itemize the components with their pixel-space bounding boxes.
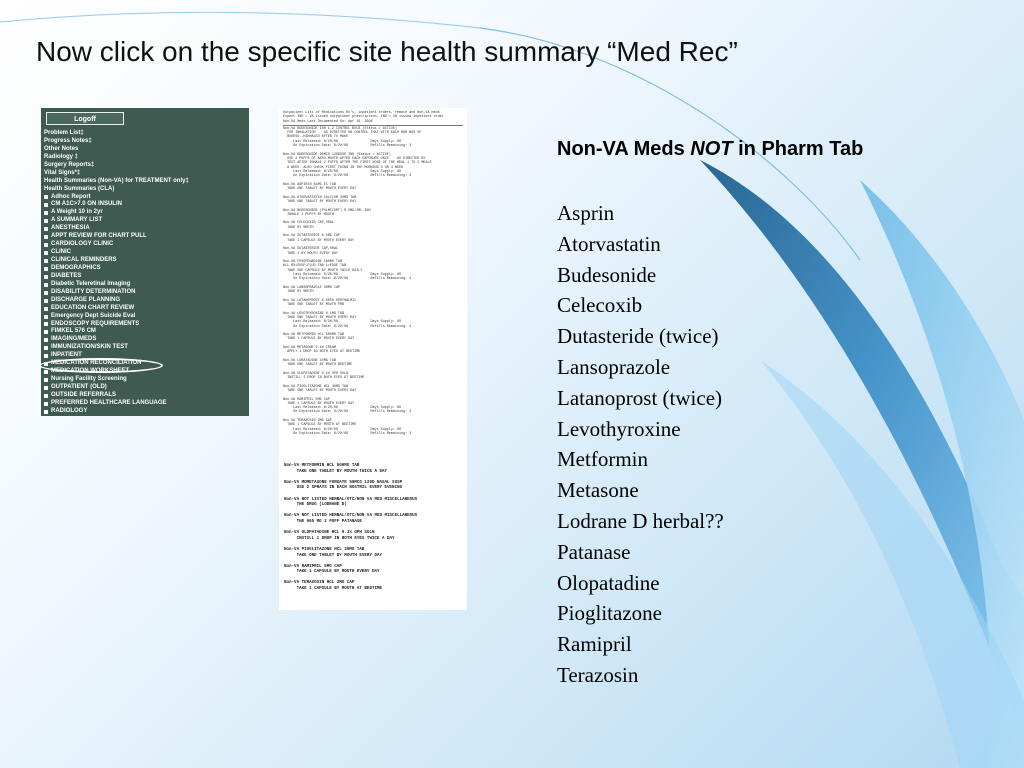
- menu-item-label: IMAGING/MEDS: [51, 336, 97, 343]
- bullet-square-icon: [44, 195, 48, 199]
- non-va-list-title: [557, 138, 863, 161]
- menu-item-label: MEDICATION WORKSHEET: [51, 368, 130, 375]
- med-list-item: Asprin: [557, 201, 615, 225]
- menu-item[interactable]: [44, 376, 246, 384]
- menu-item-label: CARDIOLOGY CLINIC: [51, 241, 114, 248]
- bullet-square-icon: [44, 299, 48, 303]
- bullet-square-icon: [44, 307, 48, 311]
- bullet-square-icon: [44, 267, 48, 271]
- printout-line: Non-VA LORATADINE 10MG TAB: [283, 358, 336, 363]
- med-list-item: Celecoxib: [557, 293, 643, 318]
- menu-item[interactable]: [44, 305, 246, 313]
- printout-line: TAKE ONE TABLET BY MOUTH EVERY DAY: [283, 199, 357, 204]
- printout-line: TAKE ONE TABLET BY MOUTH EVERY DAY: [283, 389, 357, 393]
- menu-item[interactable]: [44, 217, 246, 225]
- menu-item[interactable]: [44, 328, 246, 336]
- bullet-square-icon: [44, 243, 48, 247]
- printout-line: TAKE 1 CAPSULE BY MOUTH EVERY DAY: [283, 337, 355, 342]
- printout-line: THE DRUG (LODRANE D): [284, 503, 347, 508]
- menu-item[interactable]: [44, 400, 246, 408]
- bullet-square-icon: [44, 235, 48, 239]
- printout-line: Non-VA LATANOPROST 0.005% OPHTHALMIC: [283, 298, 357, 303]
- menu-item-label: IMMUNIZATION/SKIN TEST: [51, 344, 128, 351]
- printout-line: INSTILL 1 DROP IN BOTH EYES AT BEDTIME: [283, 376, 365, 381]
- printout-line: Non-VA NOT LISTED HERBAL/OTC/NON VA MED MISCELLANEOUS: [284, 514, 418, 519]
- bullet-square-icon: [44, 203, 48, 207]
- printout-line: TAKE 1 CAPSULE BY MOUTH EVERY DAY: [283, 238, 355, 243]
- printout-line: On Expiration Date: 8/20/09 Refills Remaining: 3: [283, 410, 412, 415]
- menu-item[interactable]: [44, 162, 246, 170]
- bullet-square-icon: [44, 219, 48, 223]
- menu-item[interactable]: [44, 249, 246, 257]
- med-list-item: Atorvastatin: [557, 231, 661, 256]
- menu-item-label: CLINICAL REMINDERS: [51, 257, 117, 263]
- bullet-square-icon: [44, 370, 48, 374]
- med-list-item: Metformin: [557, 447, 648, 472]
- menu-item[interactable]: [44, 313, 246, 321]
- printout-line: Expect IND = VA issued outpatient prescription, IND = VA issued inpatient order: [283, 115, 444, 120]
- printout-line: Last Released: 8/20/08 Days Supply: 90: [283, 139, 402, 144]
- bullet-square-icon: [44, 378, 48, 382]
- menu-item-label: Vital Signs*‡: [44, 169, 81, 176]
- printout-line: TAKE BY MOUTH: [283, 290, 314, 295]
- menu-item-label: CLINIC: [51, 249, 71, 256]
- menu-item-label: PREFERRED HEALTHCARE LANGUAGE: [51, 399, 167, 406]
- printout-line: TAKE 1 CAPSULE BY MOUTH EVERY DAY: [283, 401, 355, 406]
- menu-item[interactable]: [44, 265, 246, 273]
- bullet-square-icon: [44, 346, 48, 350]
- menu-item-label: Emergency Dept Suicide Eval: [51, 312, 136, 319]
- menu-item-label: Health Summaries (Non-VA) for TREATMENT only‡: [44, 177, 189, 184]
- menu-item-label: DIABETES: [51, 272, 82, 279]
- menu-item-label: Progress Notes‡: [44, 137, 92, 144]
- menu-item-label: DEMOGRAPHICS: [51, 264, 101, 271]
- menu-item-label: Diabetic Teleretinal Imaging: [51, 280, 131, 287]
- printout-line: On Expiration Date: 8/20/09 Refills Remaining: 3: [283, 431, 412, 436]
- printout-line: TAKE ONE CAPSULE BY MOUTH TWICE DAILY: [283, 268, 363, 273]
- printout-line: TAKE 1 BY MOUTH EVERY DAY: [283, 251, 338, 256]
- printout-rule: [283, 125, 463, 126]
- printout-line: INSTILL 1 DROP IN BOTH EYES TWICE A DAY: [284, 536, 395, 541]
- menu-item-label: A SUMMARY LIST: [51, 217, 103, 224]
- printout-line: Non-VA MOMETASONE FUROATE 50MCG 120D NASAL SUSP: [284, 480, 403, 485]
- menu-item-label: OUTSIDE REFERRALS: [51, 391, 117, 398]
- menu-item-label: INPATIENT: [51, 352, 82, 359]
- printout-line: ALL RX=DUSP.FLUD TAB 1=EDGE TAB: [283, 264, 347, 269]
- bullet-square-icon: [44, 315, 48, 319]
- title-suffix: in Pharm Tab: [732, 138, 864, 160]
- med-list-item: Pioglitazone: [557, 601, 662, 626]
- menu-item-label: Problem List‡: [44, 130, 84, 136]
- printout-line: Outpatient List of Medications Rx's, inpatient orders, remote and Non-VA meds: [283, 111, 440, 115]
- bullet-square-icon: [44, 211, 48, 215]
- med-list-item: Latanoprost (twice): [557, 385, 723, 410]
- menu-item-label: Other Notes: [44, 145, 79, 152]
- printout-line: TAKE ONE TABLET BY MOUTH EVERY DAY: [284, 553, 383, 558]
- printout-line: Non-VA Meds Last Documented On: Apr 16, 2008: [283, 119, 373, 124]
- printout-line: Non-VA PIOGLITAZONE HCL 30MG TAB: [283, 384, 349, 389]
- non-va-med-list: [557, 198, 724, 691]
- menu-item[interactable]: [44, 146, 246, 154]
- printout-line: Non-VA DUTASTERIDE 0.5MG CAP: [283, 234, 340, 239]
- bullet-square-icon: [44, 259, 48, 263]
- menu-item[interactable]: [44, 344, 246, 352]
- printout-line: Non-VA METASONE 0.1% CREAM: [283, 346, 336, 351]
- printout-line: USE 2 SPRAYS IN EACH NOSTRIL EVERY EVENING: [284, 486, 403, 491]
- printout-line: Non-VA OLOPATADINE HCL 0.1% OPH SOLN: [284, 531, 375, 536]
- menu-list: [44, 130, 246, 416]
- printout-line: Non-VA DUTASTERIDE CAP,ORAL: [283, 247, 338, 252]
- menu-item[interactable]: [44, 233, 246, 241]
- menu-item[interactable]: [44, 201, 246, 209]
- printout-line: Non-VA METFORMIN HCL 500MG TAB: [284, 464, 360, 468]
- menu-item[interactable]: [44, 281, 246, 289]
- menu-item[interactable]: [44, 297, 246, 305]
- menu-item[interactable]: [44, 225, 246, 233]
- menu-item[interactable]: [44, 170, 246, 178]
- printout-line: Non-VA LANSOPRAZOLE 30MG CAP: [283, 285, 340, 290]
- med-list-item: Lansoprazole: [557, 354, 671, 379]
- bullet-square-icon: [44, 251, 48, 255]
- printout-line: On Expiration Date: 8/20/09 Refills Remaining: 3: [283, 174, 412, 179]
- printout-line: TAKE 1 CAPSULE BY MOUTH AT BEDTIME: [283, 423, 357, 428]
- printout-line: Non-VA BUDESONIDE (PULMICORT) 0.5MG/2ML INH: [283, 208, 371, 213]
- printout-line: TAKE ONE TABLET BY MOUTH PRN: [283, 303, 345, 308]
- menu-item[interactable]: [44, 130, 246, 138]
- menu-item[interactable]: [44, 209, 246, 217]
- printout-line: Non-VA TERAZOSIN HCL 2MG CAP: [284, 581, 355, 586]
- menu-item-label: FIMKEL 576 CM: [51, 328, 96, 335]
- menu-item-label: ENDOSCOPY REQUIREMENTS: [51, 320, 140, 327]
- menu-item-label: RADIOLOGY: [51, 407, 88, 414]
- menu-item[interactable]: [44, 138, 246, 146]
- slide-title: Now click on the specific site health summary “Med Rec”: [36, 36, 738, 67]
- printout-line: TAKE ONE TABLET BY MOUTH EVERY DAY: [283, 187, 357, 192]
- printout-line: TAKE 1 CAPSULE BY MOUTH AT BEDTIME: [284, 587, 383, 592]
- printout-line: TAKE ONE TABLET BY MOUTH BEDTIME: [283, 363, 353, 368]
- printout-line: THE 665 MG 2 PUFF PATANASE: [284, 519, 362, 524]
- menu-item-label: MEDICATION RECONCILIATION: [51, 360, 142, 367]
- menu-item-label: Adhoc Report: [51, 193, 91, 200]
- printout-line: On Expiration Date: 8/20/09 Refills Remaining: 3: [283, 324, 412, 329]
- bullet-square-icon: [44, 410, 48, 414]
- bullet-square-icon: [44, 227, 48, 231]
- med-list-printout-bottom: [279, 460, 467, 610]
- printout-line: TAKE ONE TABLET BY MOUTH TWICE A DAY: [284, 469, 388, 474]
- menu-item-label: DISCHARGE PLANNING: [51, 296, 121, 303]
- printout-line: Non-VA NOT LISTED HERBAL/OTC/NON VA MED MISCELLANEOUS: [284, 497, 418, 502]
- bullet-square-icon: [44, 330, 48, 334]
- med-list-item: Metasone: [557, 478, 639, 503]
- med-list-item: Levothyroxine: [557, 416, 681, 441]
- logoff-button[interactable]: Logoff: [46, 112, 124, 125]
- printout-line: TAKE BY MOUTH: [283, 225, 314, 230]
- printout-line: APPLY 1 DROP IN BOTH EYES AT BEDTIME: [283, 350, 361, 355]
- printout-line: Last Released: 8/20/08 Days Supply: 90: [283, 427, 402, 432]
- printout-line: Non-VA PIOGLITAZONE HCL 30MG TAB: [284, 547, 365, 552]
- printout-line: Non-VA RAMIPRIL 5MG CAP: [284, 564, 342, 569]
- printout-line: Non-VA ASPIRIN 81MG EC TAB: [283, 182, 336, 187]
- bullet-square-icon: [44, 354, 48, 358]
- menu-item[interactable]: [44, 289, 246, 297]
- menu-item[interactable]: [44, 257, 246, 265]
- med-list-item: Olopatadine: [557, 570, 660, 595]
- printout-line: Non-VA BUDESONIDE 90MCG 120DOSE INH (Status = ACTIVE): [283, 152, 391, 157]
- printout-line: Last Released: 8/20/08 Days Supply: 90: [283, 320, 402, 325]
- printout-line: Last Released: 8/20/08 Days Supply: 90: [283, 169, 402, 174]
- printout-line: Non-VA LEVOTHYROXINE 0.1MG TAB: [283, 311, 345, 316]
- menu-item-label: Radiology ‡: [44, 153, 79, 160]
- printout-line: Last Released: 8/20/08 Days Supply: 90: [283, 406, 402, 411]
- med-list-item: Patanase: [557, 539, 631, 564]
- title-prefix: Non-VA Meds: [557, 138, 691, 160]
- menu-item-label: CM A1C>7.0 ON INSULIN: [51, 201, 122, 208]
- title-emphasis: NOT: [690, 138, 733, 160]
- menu-item-label: EDUCATION CHART REVIEW: [51, 304, 135, 311]
- menu-item[interactable]: [44, 273, 246, 281]
- menu-item-label: OUTPATIENT (OLD): [51, 384, 107, 390]
- bullet-square-icon: [44, 275, 48, 279]
- menu-item[interactable]: [44, 392, 246, 400]
- menu-item-label: A Weight 10 in 2yr: [51, 209, 103, 216]
- menu-item-label: Nursing Facility Screening: [51, 376, 127, 383]
- printout-line: Non-VA OLOPATADINE 0.1% OPH SOLN: [283, 371, 349, 376]
- med-rec-highlight-circle: [39, 358, 163, 373]
- med-list-item: Budesonide: [557, 262, 657, 287]
- printout-line: BUDESO--HINHALED AFTER TO MAKE: [283, 135, 349, 140]
- med-list-item: Dutasteride (twice): [557, 324, 719, 349]
- menu-item[interactable]: [44, 178, 246, 186]
- printout-line: Last Released: 8/20/08 Days Supply: 90: [283, 272, 402, 277]
- med-list-item: Lodrane D herbal??: [557, 508, 724, 533]
- printout-line: Non-VA ATORVASTATIN CALCIUM 20MG TAB: [283, 195, 357, 200]
- menu-item[interactable]: [44, 154, 246, 162]
- printout-line: TAKE 1 CAPSULE BY MOUTH EVERY DAY: [284, 570, 380, 575]
- menu-item[interactable]: [44, 408, 246, 416]
- printout-line: On Expiration Date: 8/20/09 Refills Remaining: 3: [283, 277, 412, 282]
- printout-line: Non-VA CELECOXIB CAP,ORAL: [283, 221, 334, 226]
- printout-line: USE 2 PUFFS OF AERO-MOUTH AFTER EACH EXPOSURE ONCE AS DIRECTED BY: [283, 156, 426, 161]
- bullet-square-icon: [44, 394, 48, 398]
- menu-item-label: Surgery Reports‡: [44, 161, 95, 168]
- med-list-printout-top: [279, 108, 467, 460]
- printout-line: On Expiration Date: 8/20/09 Refills Remaining: 3: [283, 144, 412, 149]
- printout-line: A WEEK. ALSO CHECK FIRST THING IN THE MORNING 3 OR 4 WEEK: [283, 165, 404, 170]
- printout-line: TAKE ONE TABLET BY MOUTH EVERY DAY: [283, 315, 357, 320]
- printout-line: Non-VA RAMIPRIL 5MG CAP: [283, 397, 330, 402]
- menu-item[interactable]: [44, 186, 246, 194]
- bullet-square-icon: [44, 386, 48, 390]
- menu-item-label: DISABILITY DETERMINATION: [51, 288, 136, 295]
- menu-item[interactable]: [44, 384, 246, 392]
- med-list-item: Ramipril: [557, 632, 632, 657]
- menu-item[interactable]: [44, 241, 246, 249]
- menu-item[interactable]: [44, 321, 246, 329]
- printout-line: INHALE 2 PUFFS BY MOUTH: [283, 212, 334, 217]
- menu-item-label: APPT REVIEW FOR CHART PULL: [51, 233, 147, 240]
- printout-line: Non-VA METFORMIN HCL 500MG TAB: [283, 333, 345, 338]
- menu-item-label: ANESTHESIA: [51, 225, 90, 232]
- med-list-item: Terazosin: [557, 662, 639, 687]
- printout-line: FOR INHALATION AS DIRECTED ON CONTROL THAT WITH EACH MAR NOS OF: [283, 131, 422, 136]
- printout-line: Non-VA FEXOFENADINE 180MG TAB: [283, 260, 343, 265]
- menu-item[interactable]: [44, 336, 246, 344]
- bullet-square-icon: [44, 402, 48, 406]
- bullet-square-icon: [44, 283, 48, 287]
- menu-item-label: Health Summaries (CLA): [44, 185, 115, 192]
- bullet-square-icon: [44, 291, 48, 295]
- bullet-square-icon: [44, 338, 48, 342]
- printout-line: Non-VA TERAZOSIN 2MG CAP: [283, 419, 332, 424]
- menu-item[interactable]: [44, 194, 246, 202]
- printout-line: Non-VA BUDESONIDE INH 1-2 CONTROL BULB (Status = ACTIVE): [283, 126, 397, 131]
- printout-line: TEST AFTER INHALE 2 PUFFS AFTER THE FIRST DOSE OF THE MEAL 1 TO 2 MEALS: [283, 161, 432, 166]
- bullet-square-icon: [44, 322, 48, 326]
